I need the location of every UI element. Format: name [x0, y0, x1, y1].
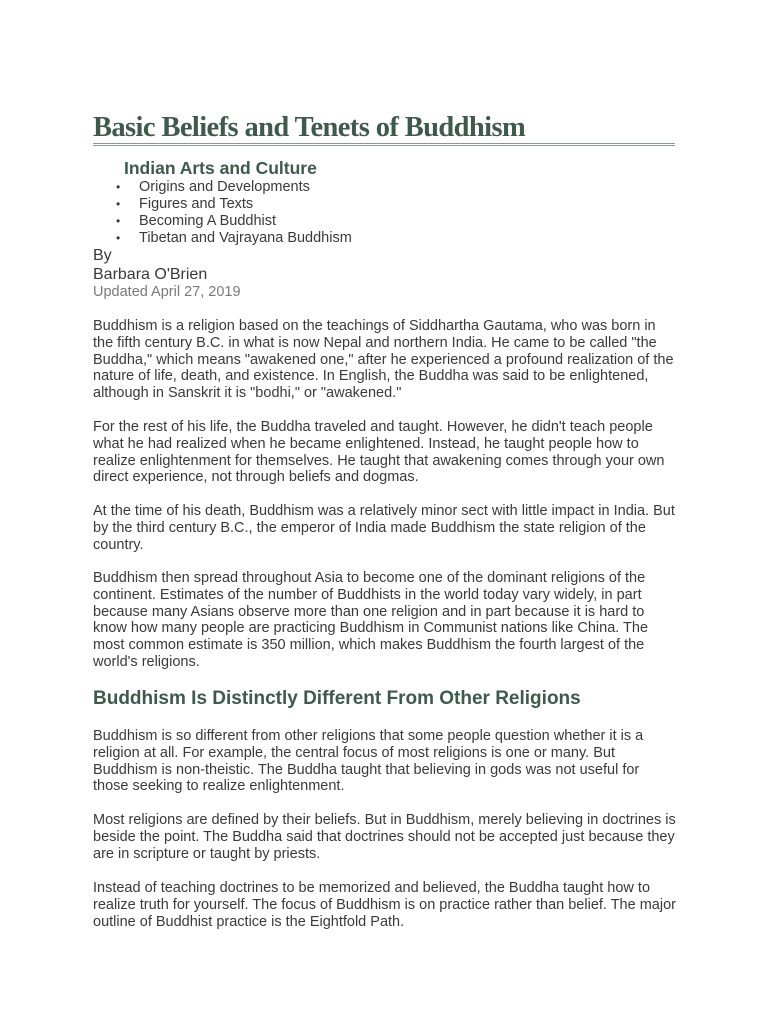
updated-date: Updated April 27, 2019 — [93, 284, 241, 300]
section-heading: Buddhism Is Distinctly Different From Other Religions — [93, 688, 581, 709]
topic-label: Becoming A Buddhist — [139, 213, 277, 229]
page-title: Basic Beliefs and Tenets of Buddhism — [93, 112, 526, 143]
body-paragraph: Buddhism is so different from other religions that some people question whether it is a religion at all. For example, the central focus of most religions is one or many. But Buddhism is non-theistic. The Buddha taught that believing in gods was not useful for those seeking to realize enlightenment. — [93, 728, 644, 795]
bullet-icon: • — [116, 214, 121, 228]
body-paragraph: Buddhism then spread throughout Asia to become one of the dominant religions of the continent. Estimates of the number of Buddhists in the world today vary widely, in part because many Asians observe more than one religion and in part because it is hard to know how many people are practicing Buddhism in Communist nations like China. The most common estimate is 350 million, which makes Buddhism the fourth largest of the world's religions. — [93, 570, 649, 670]
bullet-icon: • — [116, 197, 121, 211]
byline-prefix: By — [93, 247, 112, 264]
title-underline — [93, 143, 675, 146]
topic-list-item[interactable] — [116, 196, 352, 213]
topic-list-item[interactable] — [116, 213, 352, 230]
body-paragraph: For the rest of his life, the Buddha traveled and taught. However, he didn't teach people what he had realized when he became enlightened. Instead, he taught people how to realize enlightenment for themselves. He taught that awakening comes through your own direct experience, not through beliefs and dogmas. — [93, 419, 665, 486]
body-paragraph: At the time of his death, Buddhism was a relatively minor sect with little impact in India. But by the third century B.C., the emperor of India made Buddhism the state religion of the country. — [93, 503, 675, 553]
topic-label: Origins and Developments — [139, 179, 310, 195]
author-name[interactable]: Barbara O'Brien — [93, 266, 208, 283]
bullet-icon: • — [116, 180, 121, 194]
topic-list — [116, 179, 352, 247]
bullet-icon: • — [116, 231, 121, 245]
topic-list-item[interactable] — [116, 179, 352, 196]
body-paragraph: Instead of teaching doctrines to be memorized and believed, the Buddha taught how to realize truth for yourself. The focus of Buddhism is on practice rather than belief. The major outline of Buddhist practice is the Eightfold Path. — [93, 880, 676, 930]
category-heading: Indian Arts and Culture — [124, 158, 317, 178]
topic-label: Tibetan and Vajrayana Buddhism — [139, 230, 352, 246]
body-paragraph: Buddhism is a religion based on the teachings of Siddhartha Gautama, who was born in the fifth century B.C. in what is now Nepal and northern India. He came to be called "the Buddha," which means "awakened one," after he experienced a profound realization of the nature of life, death, and existence. In English, the Buddha was said to be enlightened, although in Sanskrit it is "bodhi," or "awakened." — [93, 318, 674, 402]
topic-label: Figures and Texts — [139, 196, 254, 212]
topic-list-item[interactable] — [116, 230, 352, 247]
body-paragraph: Most religions are defined by their beliefs. But in Buddhism, merely believing in doctrines is beside the point. The Buddha said that doctrines should not be accepted just because they are in scripture or taught by priests. — [93, 812, 676, 862]
